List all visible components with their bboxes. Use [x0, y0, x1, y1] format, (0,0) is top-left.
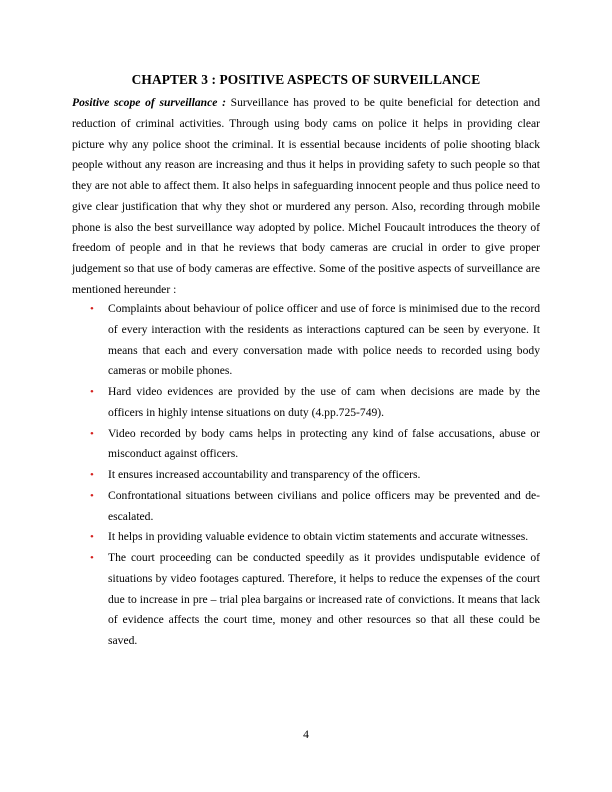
intro-text: Surveillance has proved to be quite beneficial for detection and reduction of criminal activities. Through using body cams on police it helps in providing clear picture why any police shoot the criminal. It is essential because incidents of polie shooting black people without any reason are increasing and thus it helps in providing safety to such people so that they are not able to affect them. It also helps in safeguarding innocent people and thus police need to give clear justification that why they shot or murdered any person. Also, recording through mobile phone is also the best surveillance way adopted by police. Michel Foucault introduces the theory of freedom of people and in that he reviews that body cameras are crucial in order to give proper judgement so that use of body cameras are effective. Some of the positive aspects of surveillance are mentioned hereunder : [72, 96, 540, 296]
list-item-text: Video recorded by body cams helps in protecting any kind of false accusations, abuse or misconduct against officers. [108, 426, 540, 461]
page-number: 4 [303, 728, 309, 741]
bullet-icon: • [90, 489, 94, 502]
list-item-text: It helps in providing valuable evidence to obtain victim statements and accurate witnesses. [108, 530, 529, 544]
intro-paragraph [72, 93, 540, 301]
list-item [72, 465, 540, 486]
list-item [72, 382, 540, 424]
bullet-icon: • [90, 303, 94, 315]
bullet-icon: • [90, 427, 94, 440]
list-item-text: It ensures increased accountability and transparency of the officers. [108, 468, 421, 481]
chapter-heading: CHAPTER 3 : POSITIVE ASPECTS OF SURVEILLANCE [131, 72, 481, 87]
bullet-icon: • [90, 469, 94, 481]
list-item-text: The court proceeding can be conducted speedily as it provides undisputable evidence of situations by video footages captured. Therefore, it helps to reduce the expenses of the court due to increase in pre – trial plea bargains or increased rate of convictions. It means that lack of evidence affects the court time, money and other resources so that all these could be saved. [108, 551, 540, 647]
bullet-icon: • [90, 552, 94, 564]
list-item [72, 424, 540, 466]
bullet-icon: • [90, 531, 94, 544]
list-item [72, 548, 540, 652]
list-item-text: Confrontational situations between civilians and police officers may be prevented and de-escalated. [108, 488, 540, 523]
list-item-text: Hard video evidences are provided by the use of cam when decisions are made by the officers in highly intense situations on duty (4.pp.725-749). [108, 385, 540, 419]
list-item [72, 299, 540, 382]
list-item [72, 527, 540, 548]
positive-aspects-list [72, 299, 540, 652]
list-item-text: Complaints about behaviour of police officer and use of force is minimised due to the record of every interaction with the residents as interactions captured can be seen by everyone. It means that each and every conversation made with police needs to recorded using body cameras or mobile phones. [108, 302, 540, 378]
bullet-icon: • [90, 386, 94, 398]
intro-lead: Positive scope of surveillance : [72, 96, 226, 109]
list-item [72, 486, 540, 528]
